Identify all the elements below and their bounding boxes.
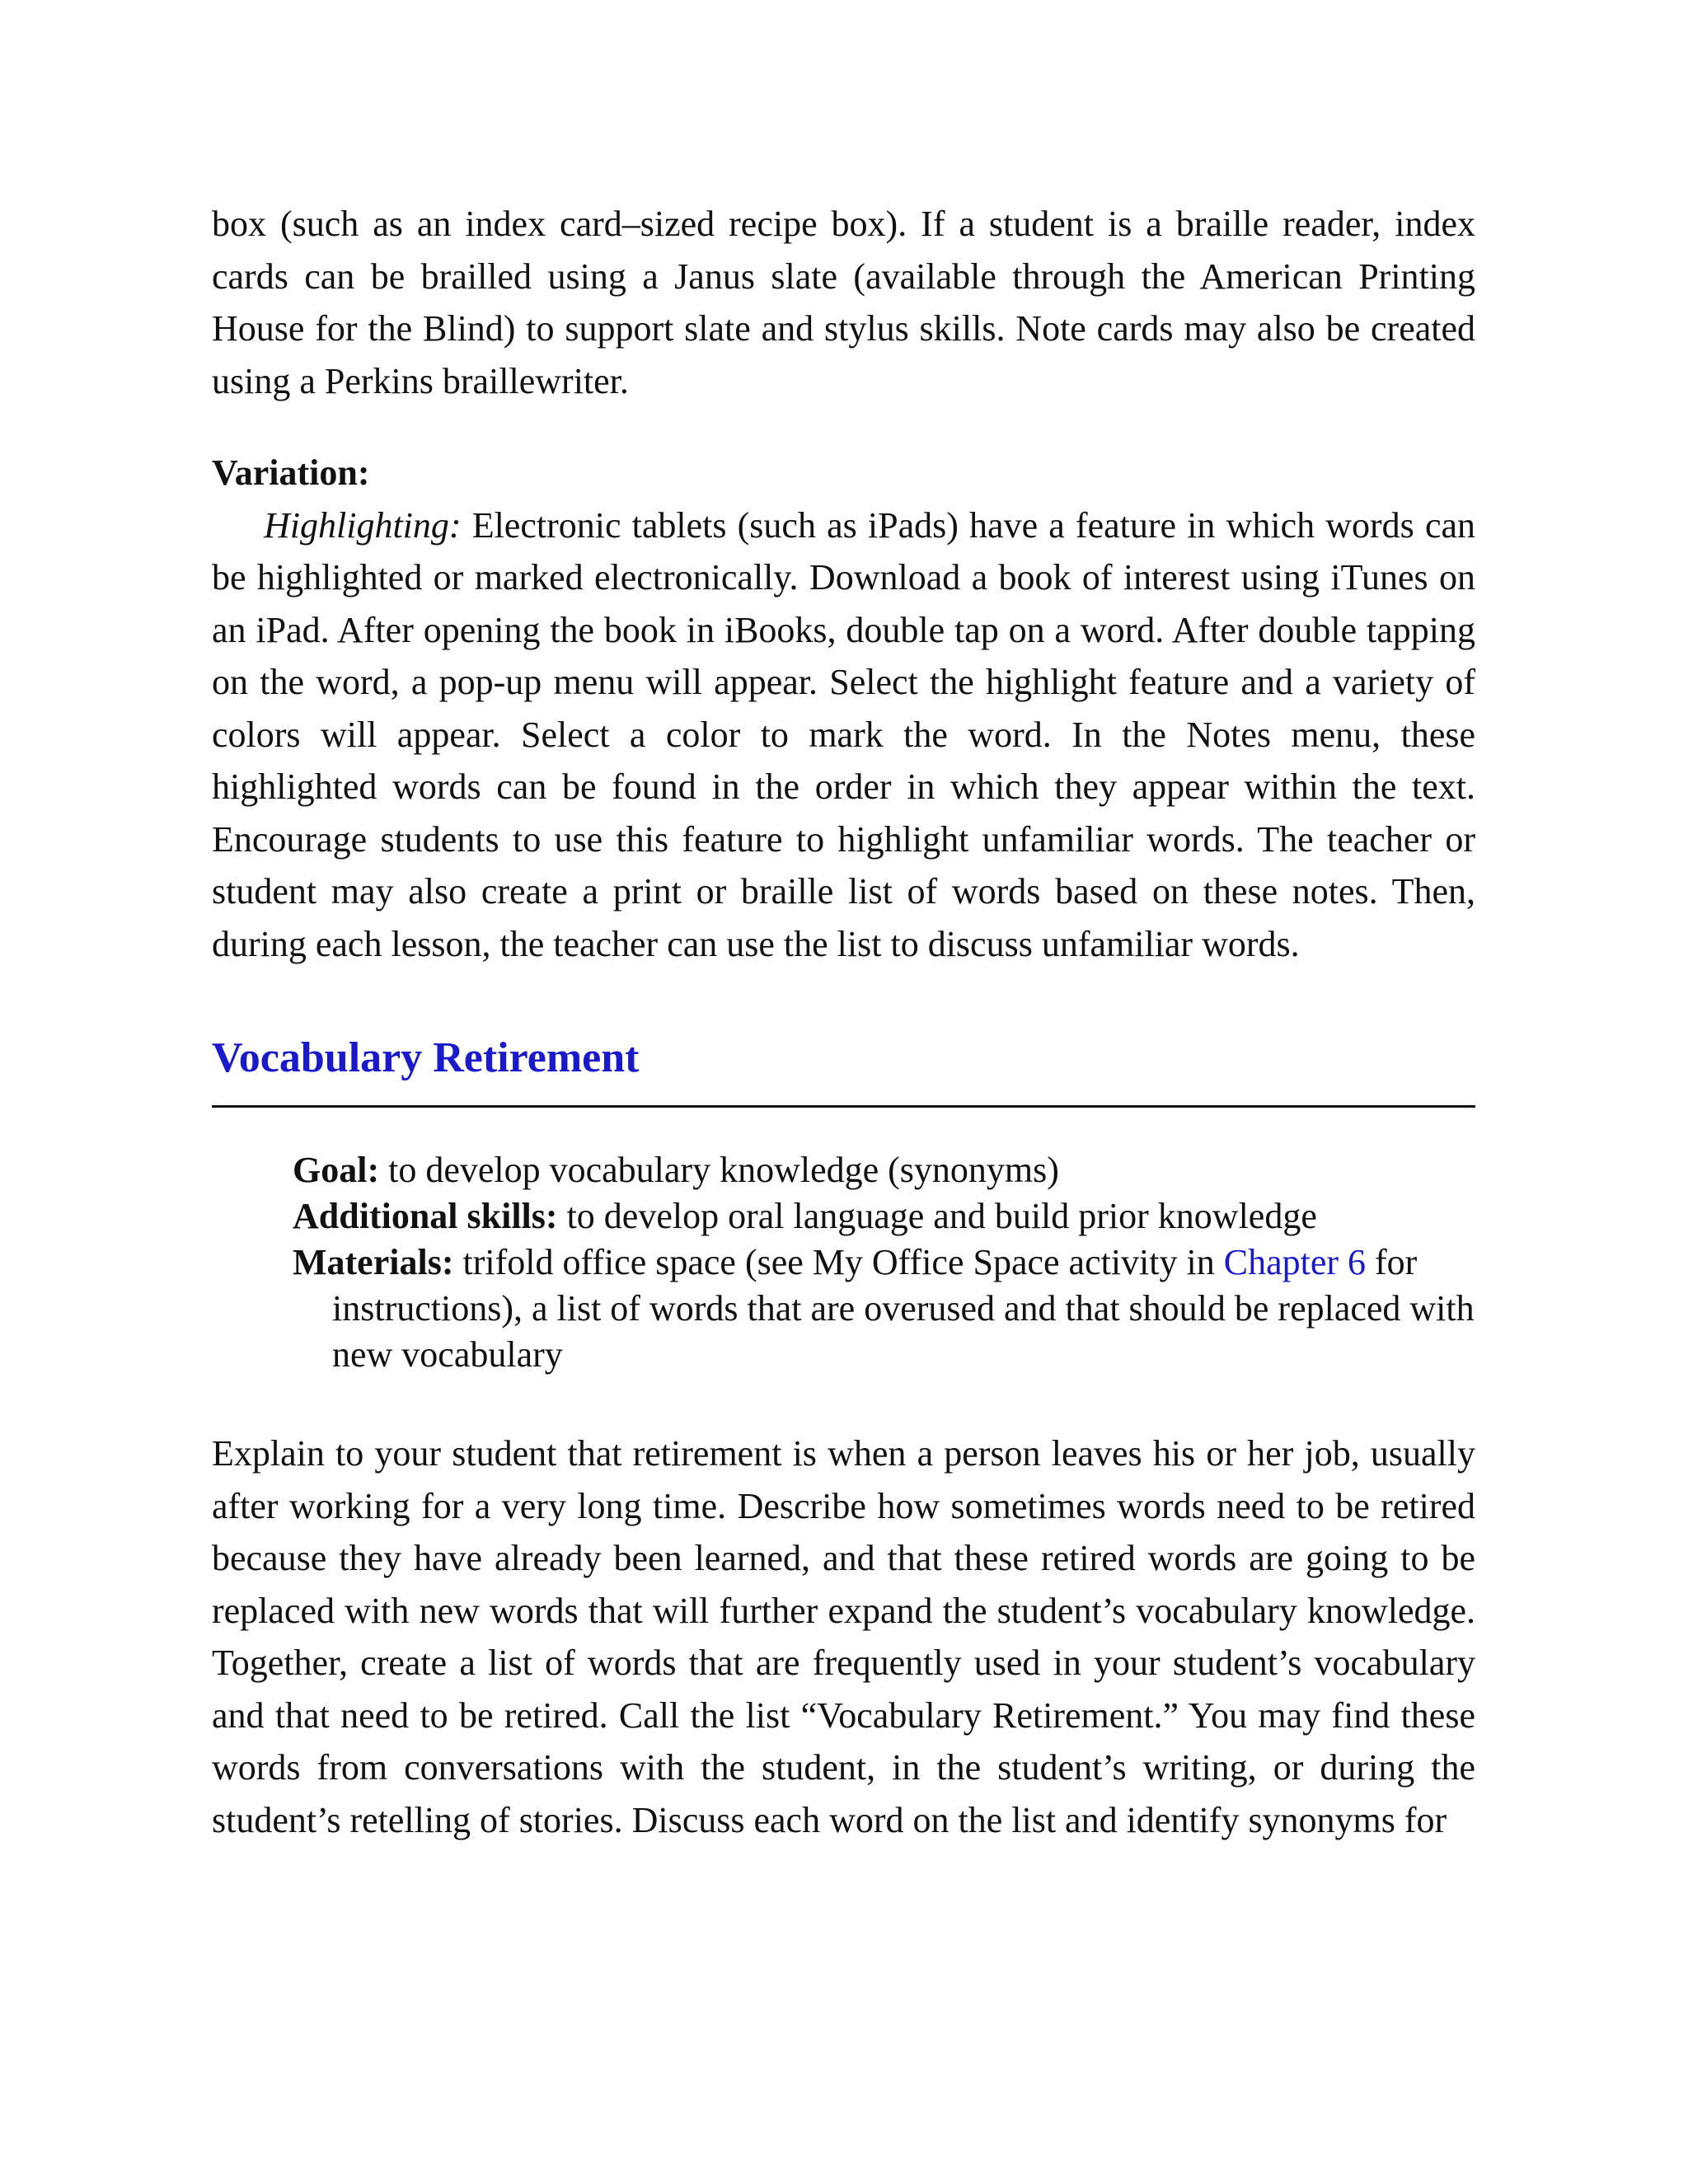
variation-heading: Variation: <box>212 452 370 493</box>
goal-text: to develop vocabulary knowledge (synonyms) <box>379 1150 1059 1190</box>
page-content <box>212 198 1475 1846</box>
skills-label: Additional skills: <box>293 1196 558 1236</box>
skills-text: to develop oral language and build prior knowledge <box>557 1196 1317 1236</box>
goal-line <box>293 1147 1475 1193</box>
body-paragraph: Explain to your student that retirement is when a person leaves his or her job, usually after working for a very long time. Describe how sometimes words need to be retired because they have already been learned, and that these retired words are going to be replaced with new words that will further expand the student’s vocabulary knowledge. Together, create a list of words that are frequently used in your student’s vocabulary and that need to be retired. Call the list “Vocabulary Retirement.” You may find these words from conversations with the student, in the student’s writing, or during the student’s retelling of stories. Discuss each word on the list and identify synonyms for <box>212 1433 1475 1840</box>
materials-label: Materials: <box>293 1242 454 1282</box>
section-title: Vocabulary Retirement <box>212 1034 640 1081</box>
intro-paragraph: box (such as an index card–sized recipe box). If a student is a braille reader, index cards can be brailled using a Janus slate (available through the American Printing House for the Blind) to support slate and stylus skills. Note cards may also be created using a Perkins braillewriter. <box>212 204 1475 401</box>
variation-paragraph <box>212 499 1475 971</box>
materials-line <box>293 1240 1475 1378</box>
materials-text-after: for instructions), a list of words that are overused and that should be replaced with new vocabulary <box>332 1242 1475 1375</box>
goal-label: Goal: <box>293 1150 380 1190</box>
section-divider <box>212 1105 1475 1108</box>
variation-text: Electronic tablets (such as iPads) have a feature in which words can be highlighted or marked electronically. Download a book of interest using iTunes on an iPad. After opening the book in iBooks, double tap on a word. After double tapping on the word, a pop-up menu will appear. Select the highlight feature and a variety of colors will appear. Select a color to mark the word. In the Notes menu, these highlighted words can be found in the order in which they appear within the text. Encourage students to use this feature to highlight unfamiliar words. The teacher or student may also create a print or braille list of words based on these notes. Then, during each lesson, the teacher can use the list to discuss unfamiliar words. <box>212 504 1475 964</box>
variation-lead-term: Highlighting: <box>264 504 462 546</box>
skills-line <box>293 1193 1475 1240</box>
materials-text-before: trifold office space (see My Office Space activity in <box>453 1242 1224 1282</box>
chapter-6-link[interactable]: Chapter 6 <box>1223 1242 1367 1282</box>
activity-details <box>212 1147 1475 1378</box>
